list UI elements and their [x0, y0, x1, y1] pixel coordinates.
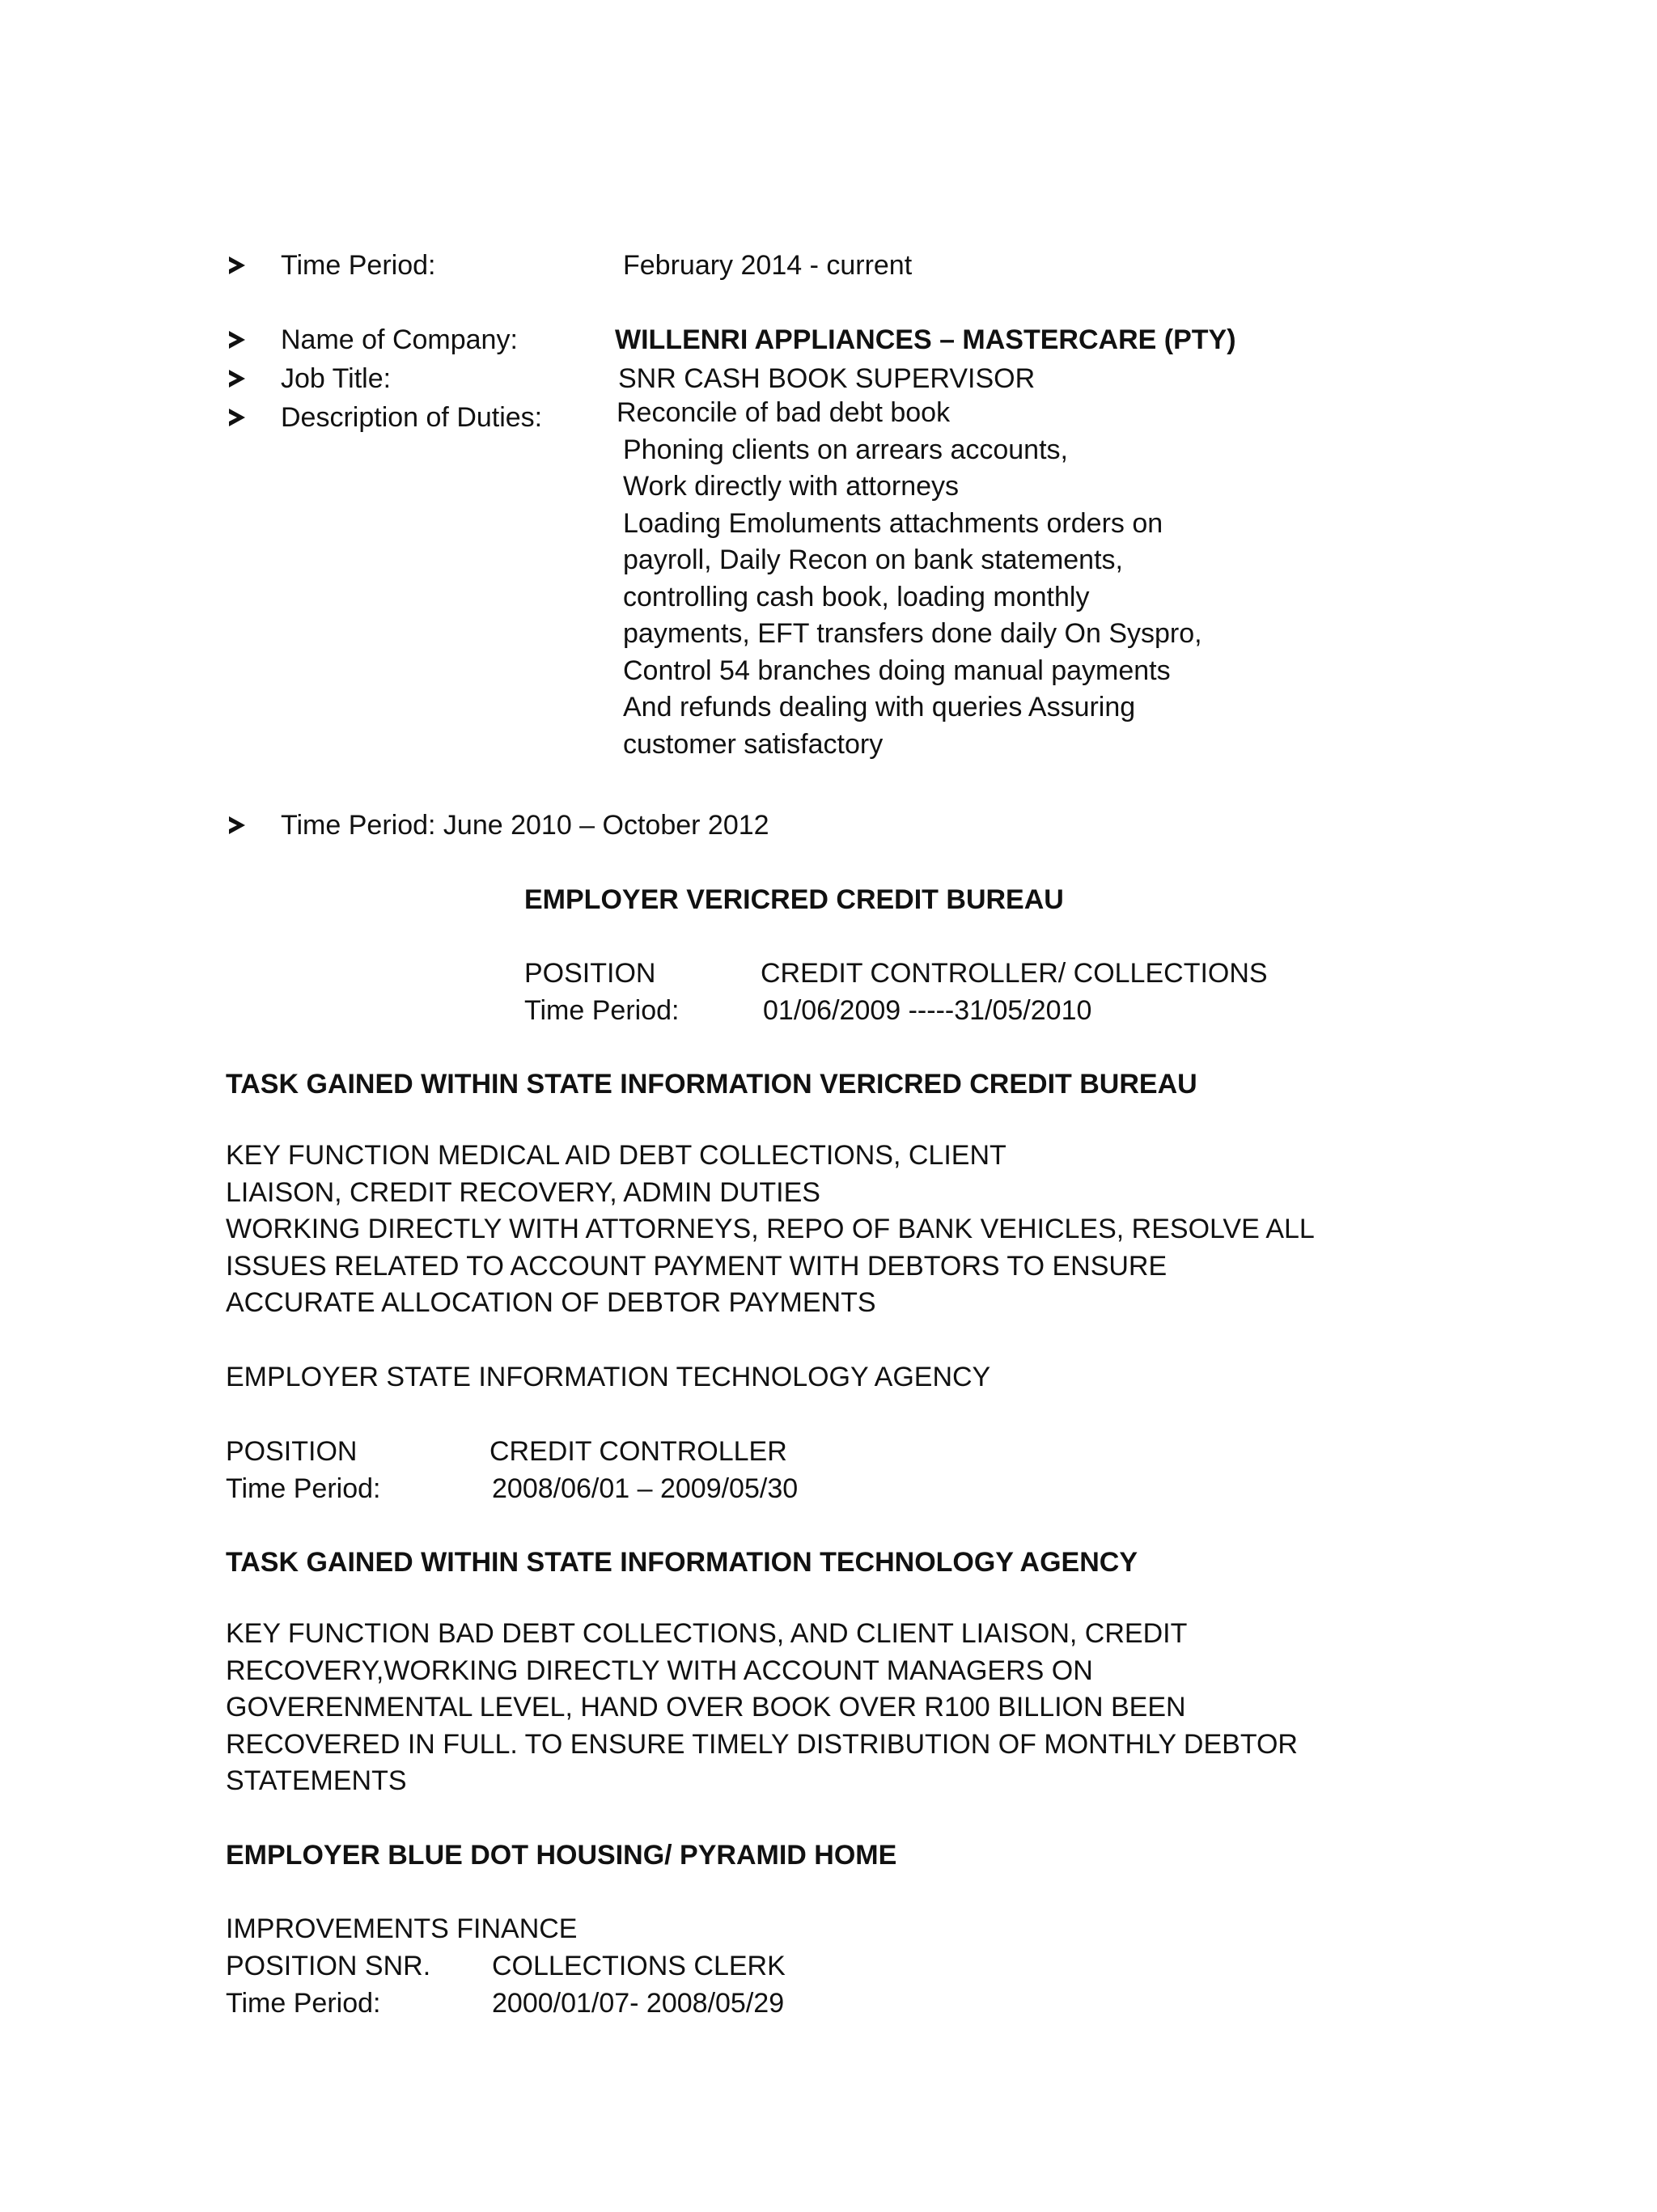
entry4-time-label: Time Period: [226, 1988, 381, 2019]
bullet-arrow-icon [229, 370, 245, 388]
entry2-time-value: 01/06/2009 -----31/05/2010 [763, 995, 1092, 1026]
entry3-position-value: CREDIT CONTROLLER [489, 1436, 787, 1467]
entry2-task-heading: TASK GAINED WITHIN STATE INFORMATION VERICRED CREDIT BUREAU [226, 1069, 1197, 1100]
task-line: STATEMENTS [226, 1765, 407, 1796]
entry3-time-label: Time Period: [226, 1473, 381, 1504]
task-line: GOVERENMENTAL LEVEL, HAND OVER BOOK OVER R100 BILLION BEEN [226, 1692, 1186, 1723]
entry4-time-value: 2000/01/07- 2008/05/29 [492, 1988, 785, 2019]
entry2-time-line: Time Period: June 2010 – October 2012 [281, 810, 769, 841]
duties-line: controlling cash book, loading monthly [623, 581, 1090, 612]
bullet-arrow-icon [229, 816, 245, 834]
entry2-position-label: POSITION [524, 958, 656, 989]
duties-line: payments, EFT transfers done daily On Syspro, [623, 618, 1202, 649]
entry2-employer-heading: EMPLOYER VERICRED CREDIT BUREAU [524, 884, 1064, 915]
bullet-arrow-icon [229, 256, 245, 274]
entry2-position-value: CREDIT CONTROLLER/ COLLECTIONS [761, 958, 1268, 989]
task-line: KEY FUNCTION MEDICAL AID DEBT COLLECTIONS, CLIENT [226, 1140, 1006, 1171]
entry3-task-paragraph [226, 1616, 1298, 1800]
entry3-position-label: POSITION [226, 1436, 358, 1467]
entry4-position-value: COLLECTIONS CLERK [492, 1951, 786, 1981]
entry1-time-label: Time Period: [281, 250, 436, 281]
bullet-arrow-icon [229, 409, 245, 426]
task-line: RECOVERED IN FULL. TO ENSURE TIMELY DISTRIBUTION OF MONTHLY DEBTOR [226, 1728, 1298, 1760]
duties-line: And refunds dealing with queries Assuring [623, 692, 1136, 723]
entry3-employer: EMPLOYER STATE INFORMATION TECHNOLOGY AGENCY [226, 1362, 991, 1392]
duties-line: payroll, Daily Recon on bank statements, [623, 545, 1123, 575]
entry4-employer-heading: EMPLOYER BLUE DOT HOUSING/ PYRAMID HOME [226, 1840, 897, 1871]
duties-line: Reconcile of bad debt book [617, 397, 951, 428]
task-line: ISSUES RELATED TO ACCOUNT PAYMENT WITH DEBTORS TO ENSURE [226, 1250, 1168, 1282]
entry4-position-label: POSITION SNR. [226, 1951, 431, 1981]
task-line: RECOVERY,WORKING DIRECTLY WITH ACCOUNT MANAGERS ON [226, 1655, 1093, 1686]
entry1-company-label: Name of Company: [281, 324, 518, 355]
duties-line: Control 54 branches doing manual payments [623, 655, 1171, 686]
entry3-task-heading: TASK GAINED WITHIN STATE INFORMATION TECHNOLOGY AGENCY [226, 1547, 1138, 1578]
task-line: ACCURATE ALLOCATION OF DEBTOR PAYMENTS [226, 1287, 876, 1318]
entry1-company-value: WILLENRI APPLIANCES – MASTERCARE (PTY) [615, 324, 1236, 355]
entry1-job-value: SNR CASH BOOK SUPERVISOR [618, 363, 1036, 394]
entry1-job-label: Job Title: [281, 363, 392, 394]
duties-line: Work directly with attorneys [623, 471, 960, 502]
entry1-duties-label: Description of Duties: [281, 402, 543, 433]
duties-line: Phoning clients on arrears accounts, [623, 434, 1068, 465]
entry4-sub-line: IMPROVEMENTS FINANCE [226, 1913, 578, 1944]
entry3-time-value: 2008/06/01 – 2009/05/30 [492, 1473, 799, 1504]
task-line: KEY FUNCTION BAD DEBT COLLECTIONS, AND CLIENT LIAISON, CREDIT [226, 1618, 1188, 1649]
entry1-time-value: February 2014 - current [623, 250, 913, 281]
duties-line: Loading Emoluments attachments orders on [623, 507, 1163, 539]
entry1-duties-list [617, 395, 1202, 763]
task-line: WORKING DIRECTLY WITH ATTORNEYS, REPO OF BANK VEHICLES, RESOLVE ALL [226, 1214, 1315, 1244]
duties-line: customer satisfactory [623, 728, 884, 760]
bullet-arrow-icon [229, 331, 245, 349]
task-line: LIAISON, CREDIT RECOVERY, ADMIN DUTIES [226, 1176, 820, 1208]
entry2-time-label: Time Period: [524, 995, 680, 1026]
entry2-task-paragraph [226, 1138, 1315, 1322]
